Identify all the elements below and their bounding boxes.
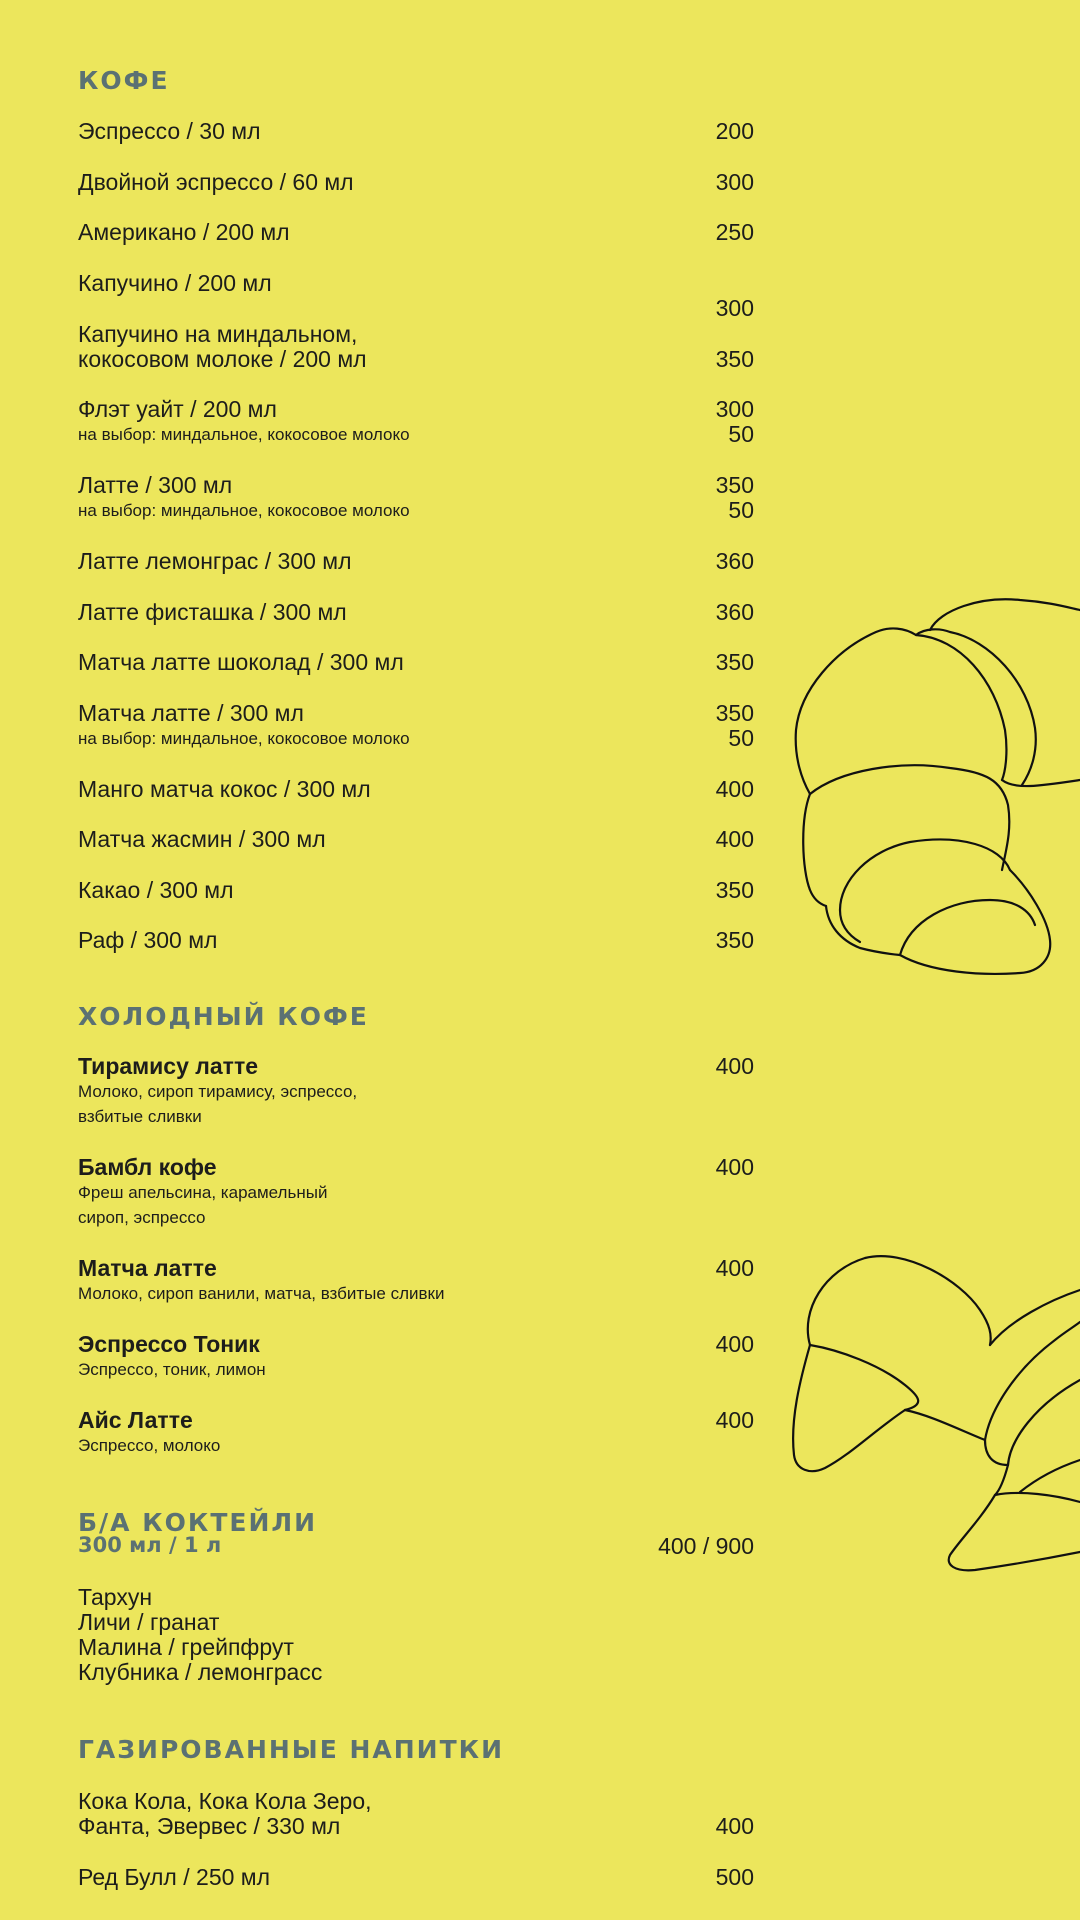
flavor-item: Малина / грейпфрут: [78, 1634, 294, 1660]
item-price: 300: [715, 396, 754, 422]
menu-item: [78, 824, 754, 854]
item-price: 360: [715, 548, 754, 574]
item-price: 350: [715, 700, 754, 726]
item-name: Латте / 300 мл: [78, 472, 233, 498]
item-name: Эспрессо Тоник: [78, 1331, 260, 1357]
item-price-extra: 50: [728, 725, 754, 751]
item-price: 400: [715, 1154, 754, 1180]
cocktail-volume: 300 мл / 1 л: [78, 1533, 222, 1557]
section-title-cocktails: Б/А КОКТЕЙЛИ: [78, 1508, 318, 1537]
item-name: Кока Кола, Кока Кола Зеро,: [78, 1788, 372, 1814]
menu-item: [78, 167, 754, 197]
item-name: Матча латте / 300 мл: [78, 700, 304, 726]
item-name: Матча жасмин / 300 мл: [78, 826, 326, 852]
menu-item: [78, 319, 754, 372]
menu-item: [78, 597, 754, 627]
item-name: Эспрессо / 30 мл: [78, 118, 261, 144]
item-name-line2: кокосовом молоке / 200 мл: [78, 346, 367, 372]
item-price: 300: [715, 295, 754, 321]
item-name: Тирамису латте: [78, 1053, 259, 1079]
item-price: 400: [715, 1255, 754, 1281]
menu-item: [78, 1862, 754, 1892]
item-price: 300: [715, 169, 754, 195]
item-note-line2: взбитые сливки: [78, 1107, 202, 1126]
item-price: 350: [715, 877, 754, 903]
item-price: 500: [715, 1864, 754, 1890]
item-price: 400: [715, 826, 754, 852]
flavor-item: Клубника / лемонграсс: [78, 1659, 323, 1685]
menu-item: [78, 925, 754, 955]
menu-item: [78, 394, 754, 447]
croissant-illustration-top: [780, 580, 1080, 1000]
flavor-item: Тархун: [78, 1584, 153, 1610]
item-note: на выбор: миндальное, кокосовое молоко: [78, 729, 410, 748]
item-price: 200: [715, 118, 754, 144]
menu-item: [78, 774, 754, 804]
item-note: на выбор: миндальное, кокосовое молоко: [78, 425, 410, 444]
item-name: Капучино на миндальном,: [78, 321, 358, 347]
item-name: Латте фисташка / 300 мл: [78, 599, 347, 625]
item-price: 400: [715, 1813, 754, 1839]
section-title-coffee: КОФЕ: [78, 66, 170, 95]
menu-item: [78, 217, 754, 247]
menu-item: [78, 1152, 754, 1227]
menu-item: [78, 647, 754, 677]
item-note-line2: сироп, эспрессо: [78, 1208, 206, 1227]
menu-item: [78, 875, 754, 905]
item-name: Матча латте шоколад / 300 мл: [78, 649, 404, 675]
croissant-illustration-bottom: [780, 1240, 1080, 1620]
item-price-extra: 50: [728, 497, 754, 523]
section-title-soda: ГАЗИРОВАННЫЕ НАПИТКИ: [78, 1735, 504, 1764]
menu-item: [78, 698, 754, 751]
item-price: 400: [715, 1331, 754, 1357]
section-title-cold-coffee: ХОЛОДНЫЙ КОФЕ: [78, 1002, 369, 1031]
item-note: на выбор: миндальное, кокосовое молоко: [78, 501, 410, 520]
item-note: Молоко, сироп тирамису, эспрессо,: [78, 1082, 358, 1101]
item-name: Какао / 300 мл: [78, 877, 234, 903]
menu-item: [78, 1786, 754, 1839]
item-price-extra: 50: [728, 421, 754, 447]
item-note: Эспрессо, тоник, лимон: [78, 1360, 266, 1379]
item-note: Фреш апельсина, карамельный: [78, 1183, 328, 1202]
item-name: Флэт уайт / 200 мл: [78, 396, 277, 422]
flavor-item: Личи / гранат: [78, 1609, 220, 1635]
item-note: Молоко, сироп ванили, матча, взбитые сливки: [78, 1284, 445, 1303]
item-name: Американо / 200 мл: [78, 219, 290, 245]
item-name: Капучино / 200 мл: [78, 270, 272, 296]
menu-item: [78, 470, 754, 523]
item-price: 360: [715, 599, 754, 625]
item-name: Манго матча кокос / 300 мл: [78, 776, 371, 802]
item-price: 350: [715, 649, 754, 675]
menu-item: [78, 1405, 754, 1455]
item-price: 400: [715, 776, 754, 802]
item-name: Раф / 300 мл: [78, 927, 218, 953]
item-price: 400: [715, 1407, 754, 1433]
item-name: Двойной эспрессо / 60 мл: [78, 169, 354, 195]
cocktail-price-row: [78, 1531, 754, 1561]
menu-item: [78, 116, 754, 146]
item-name: Бамбл кофе: [78, 1154, 217, 1180]
menu-item: [78, 1051, 754, 1126]
item-price: 400 / 900: [658, 1533, 754, 1559]
menu-item: [78, 546, 754, 576]
item-name: Матча латте: [78, 1255, 217, 1281]
menu-item: [78, 1253, 754, 1303]
item-price: 350: [715, 927, 754, 953]
menu-item: [78, 1329, 754, 1379]
item-price: 350: [715, 472, 754, 498]
item-price: 250: [715, 219, 754, 245]
menu-item: [78, 268, 754, 321]
item-price: 400: [715, 1053, 754, 1079]
item-name-line2: Фанта, Эвервес / 330 мл: [78, 1813, 341, 1839]
item-name: Ред Булл / 250 мл: [78, 1864, 271, 1890]
item-note: Эспрессо, молоко: [78, 1436, 221, 1455]
item-name: Латте лемонграс / 300 мл: [78, 548, 352, 574]
item-price: 350: [715, 346, 754, 372]
item-name: Айс Латте: [78, 1407, 193, 1433]
